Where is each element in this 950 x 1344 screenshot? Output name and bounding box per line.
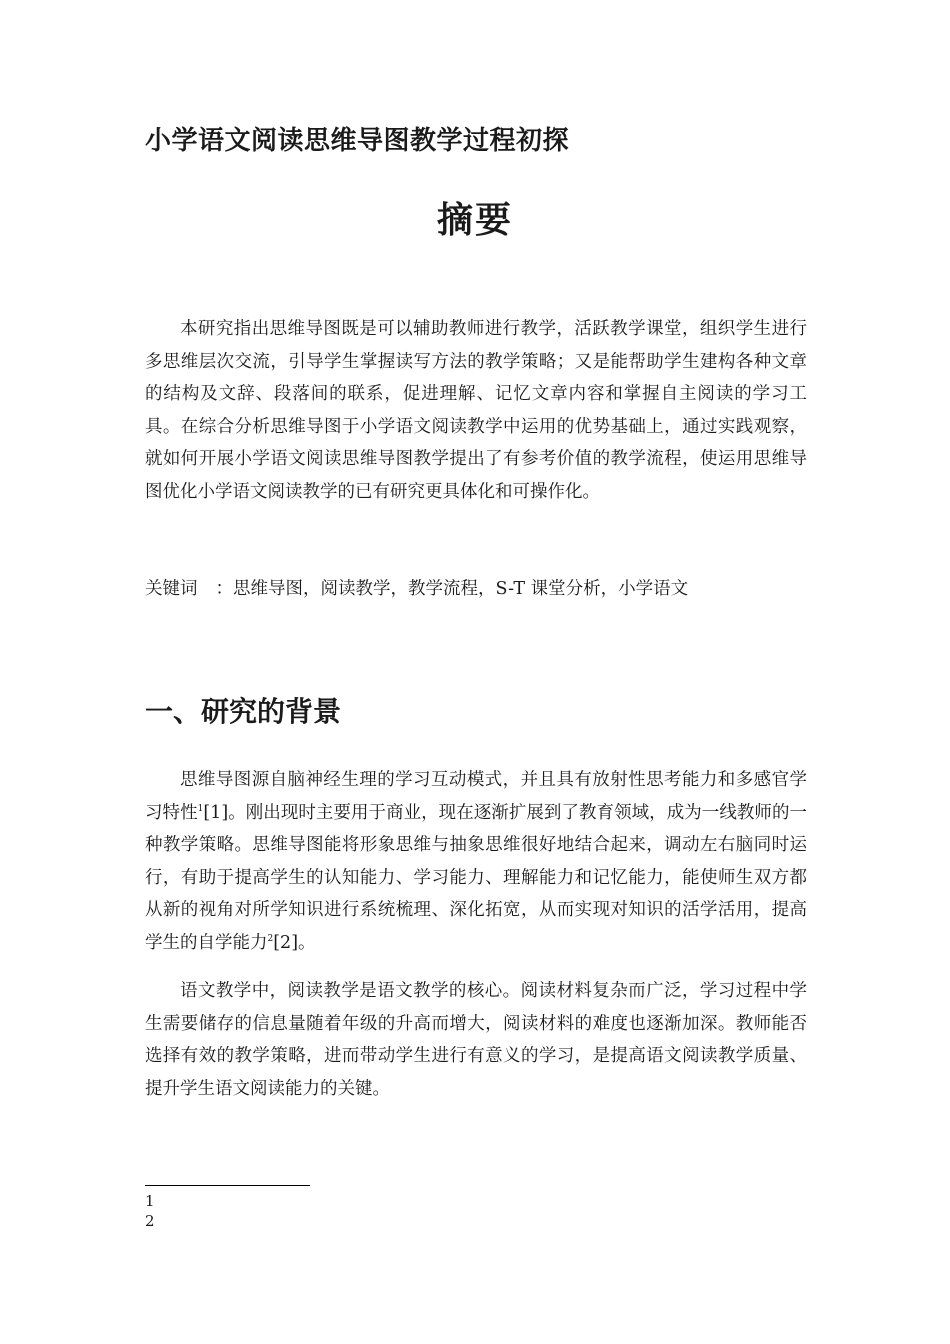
background-paragraph-1 <box>145 764 807 959</box>
keywords-text: ：思维导图，阅读教学，教学流程，S-T 课堂分析，小学语文 <box>215 579 689 599</box>
paragraph-1-text-a: 思维导图源自脑神经生理的学习互动模式，并且具有放射性思考能力和多感官学习特性 <box>145 770 807 823</box>
keywords-line <box>145 574 688 604</box>
paragraph-1-text-c: 。 <box>298 932 316 953</box>
paragraph-1-text-b: 。刚出现时主要用于商业，现在逐渐扩展到了教育领域，成为一线教师的一种教学策略。思维导图能将形象思维与抽象思维很好地结合起来，调动左右脑同时运行，有助于提高学生的认知能力、学习能力、理解能力和记忆能力，能使师生双方都从新的视角对所学知识进行系统梳理、深化拓宽，从而实现对知识的活学活用，提高学生的自学能力 <box>145 802 808 953</box>
footnote-separator <box>145 1185 310 1186</box>
citation-ref-1: [1] <box>203 802 229 823</box>
footnote-marker-1[interactable]: 1 <box>197 803 204 814</box>
document-title: 小学语文阅读思维导图教学过程初探 <box>145 126 570 156</box>
citation-ref-2: [2] <box>273 932 299 953</box>
keywords-label: 关键词 <box>145 579 198 599</box>
footnote-marker-2[interactable]: 2 <box>267 933 274 944</box>
abstract-paragraph: 本研究指出思维导图既是可以辅助教师进行教学，活跃教学课堂，组织学生进行多思维层次交流，引导学生掌握读写方法的教学策略；又是能帮助学生建构各种文章的结构及文辞、段落间的联系，促进理解、记忆文章内容和掌握自主阅读的学习工具。在综合分析思维导图于小学语文阅读教学中运用的优势基础上，通过实践观察，就如何开展小学语文阅读思维导图教学提出了有参考价值的教学流程，使运用思维导图优化小学语文阅读教学的已有研究更具体化和可操作化。 <box>145 319 807 502</box>
footnote-1: 1 <box>145 1192 155 1210</box>
footnote-2: 2 <box>145 1212 155 1230</box>
abstract-heading: 摘要 <box>436 199 513 241</box>
background-paragraph-2: 语文教学中，阅读教学是语文教学的核心。阅读材料复杂而广泛，学习过程中学生需要储存的信息量随着年级的升高而增大，阅读材料的难度也逐渐加深。教师能否选择有效的教学策略，进而带动学生进行有意义的学习，是提高语文阅读教学质量、提升学生语文阅读能力的关键。 <box>145 981 807 1099</box>
section-heading-background: 一、研究的背景 <box>145 695 342 728</box>
